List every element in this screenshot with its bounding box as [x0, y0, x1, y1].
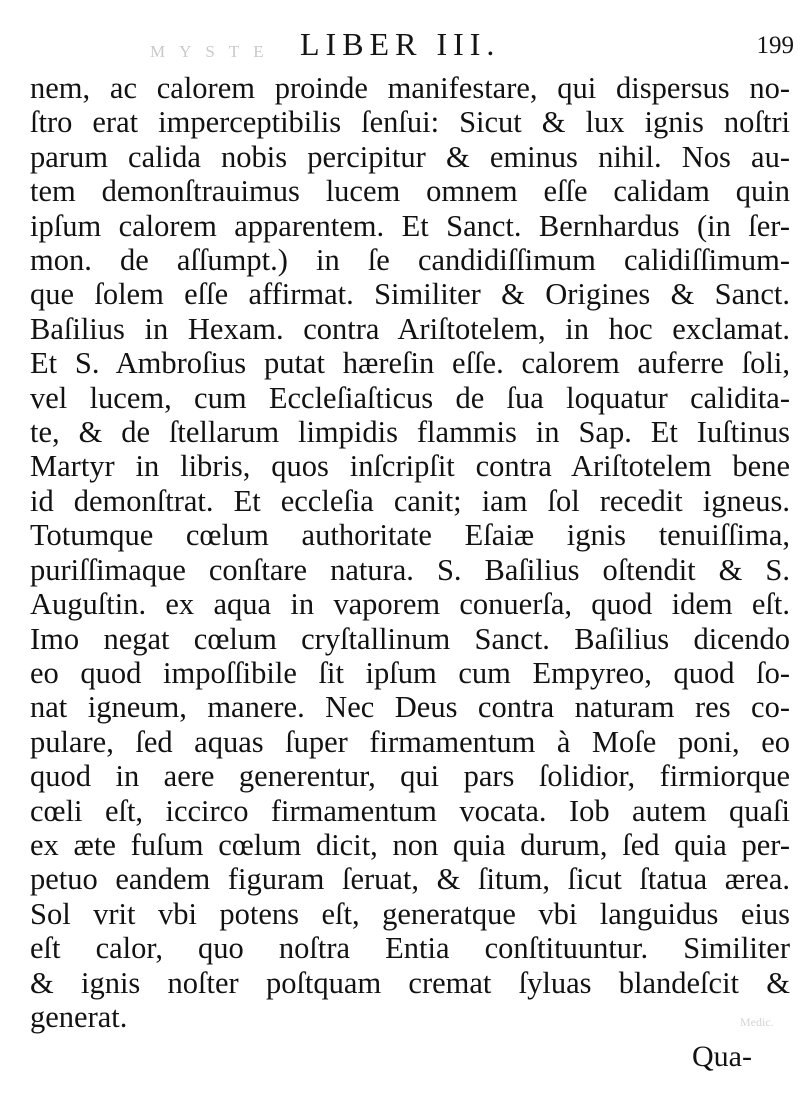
- text-line: Et S. Ambroſius putat hæreſin eſſe. calorem auferre ſoli,: [30, 346, 790, 381]
- text-line: Baſilius in Hexam. contra Ariſtotelem, in hoc exclamat.: [30, 311, 790, 346]
- catchword: Qua-: [692, 1040, 752, 1073]
- text-line: & ignis noſter poſtquam cremat ſyluas blandeſcit &: [30, 965, 790, 1000]
- text-line: Imo negat cœlum cryſtallinum Sanct. Baſilius dicendo: [30, 621, 790, 656]
- text-line: ſtro erat imperceptibilis ſenſui: Sicut & lux ignis noſtri: [30, 105, 790, 140]
- text-line: generat.: [30, 999, 128, 1034]
- text-line: pulare, ſed aquas ſuper firmamentum à Moſe poni, eo: [30, 724, 790, 759]
- body-text: [30, 71, 790, 1034]
- text-line: Martyr in libris, quos inſcripſit contra Ariſtotelem bene: [30, 449, 790, 484]
- text-line: mon. de aſſumpt.) in ſe candidiſſimum calidiſſimum-: [30, 243, 790, 278]
- text-line: vel lucem, cum Eccleſiaſticus de ſua loquatur calidita-: [30, 380, 790, 415]
- text-line: te, & de ſtellarum limpidis flammis in Sap. Et Iuſtinus: [30, 415, 790, 450]
- text-line: cœli eſt, iccirco firmamentum vocata. Iob autem quaſi: [30, 793, 790, 828]
- text-line: ex æte fuſum cœlum dicit, non quia durum, ſed quia per-: [30, 827, 790, 862]
- text-line: parum calida nobis percipitur & eminus nihil. Nos au-: [30, 139, 790, 174]
- bleed-through-text: MYSTE: [150, 42, 278, 61]
- text-line: id demonſtrat. Et eccleſia canit; iam ſol recedit igneus.: [30, 483, 790, 518]
- text-line: Sol vrit vbi potens eſt, generatque vbi languidus eius: [30, 896, 790, 931]
- text-line: ipſum calorem apparentem. Et Sanct. Bernhardus (in ſer-: [30, 208, 790, 243]
- text-line: quod in aere generentur, qui pars ſolidior, firmiorque: [30, 759, 790, 794]
- text-line: puriſſimaque conſtare natura. S. Baſilius oſtendit & S.: [30, 552, 790, 587]
- text-line: Totumque cœlum authoritate Eſaiæ ignis tenuiſſima,: [30, 518, 790, 553]
- text-line: tem demonſtrauimus lucem omnem eſſe calidam quin: [30, 174, 790, 209]
- text-line: eſt calor, quo noſtra Entia conſtituuntur. Similiter: [30, 931, 790, 966]
- text-line: que ſolem eſſe affirmat. Similiter & Origines & Sanct.: [30, 277, 790, 312]
- page-number: 199: [756, 32, 794, 59]
- text-line: petuo eandem figuram ſeruat, & ſitum, ſicut ſtatua ærea.: [30, 862, 790, 897]
- text-line: Auguſtin. ex aqua in vaporem conuerſa, quod idem eſt.: [30, 587, 790, 622]
- text-line: nat igneum, manere. Nec Deus contra naturam res co-: [30, 690, 790, 725]
- text-line: nem, ac calorem proinde manifestare, qui dispersus no-: [30, 71, 790, 105]
- running-head: LIBER III.: [300, 26, 501, 62]
- text-line: eo quod impoſſibile ſit ipſum cum Empyreo, quod ſo-: [30, 655, 790, 690]
- show-through-text: Medic.: [740, 1015, 774, 1029]
